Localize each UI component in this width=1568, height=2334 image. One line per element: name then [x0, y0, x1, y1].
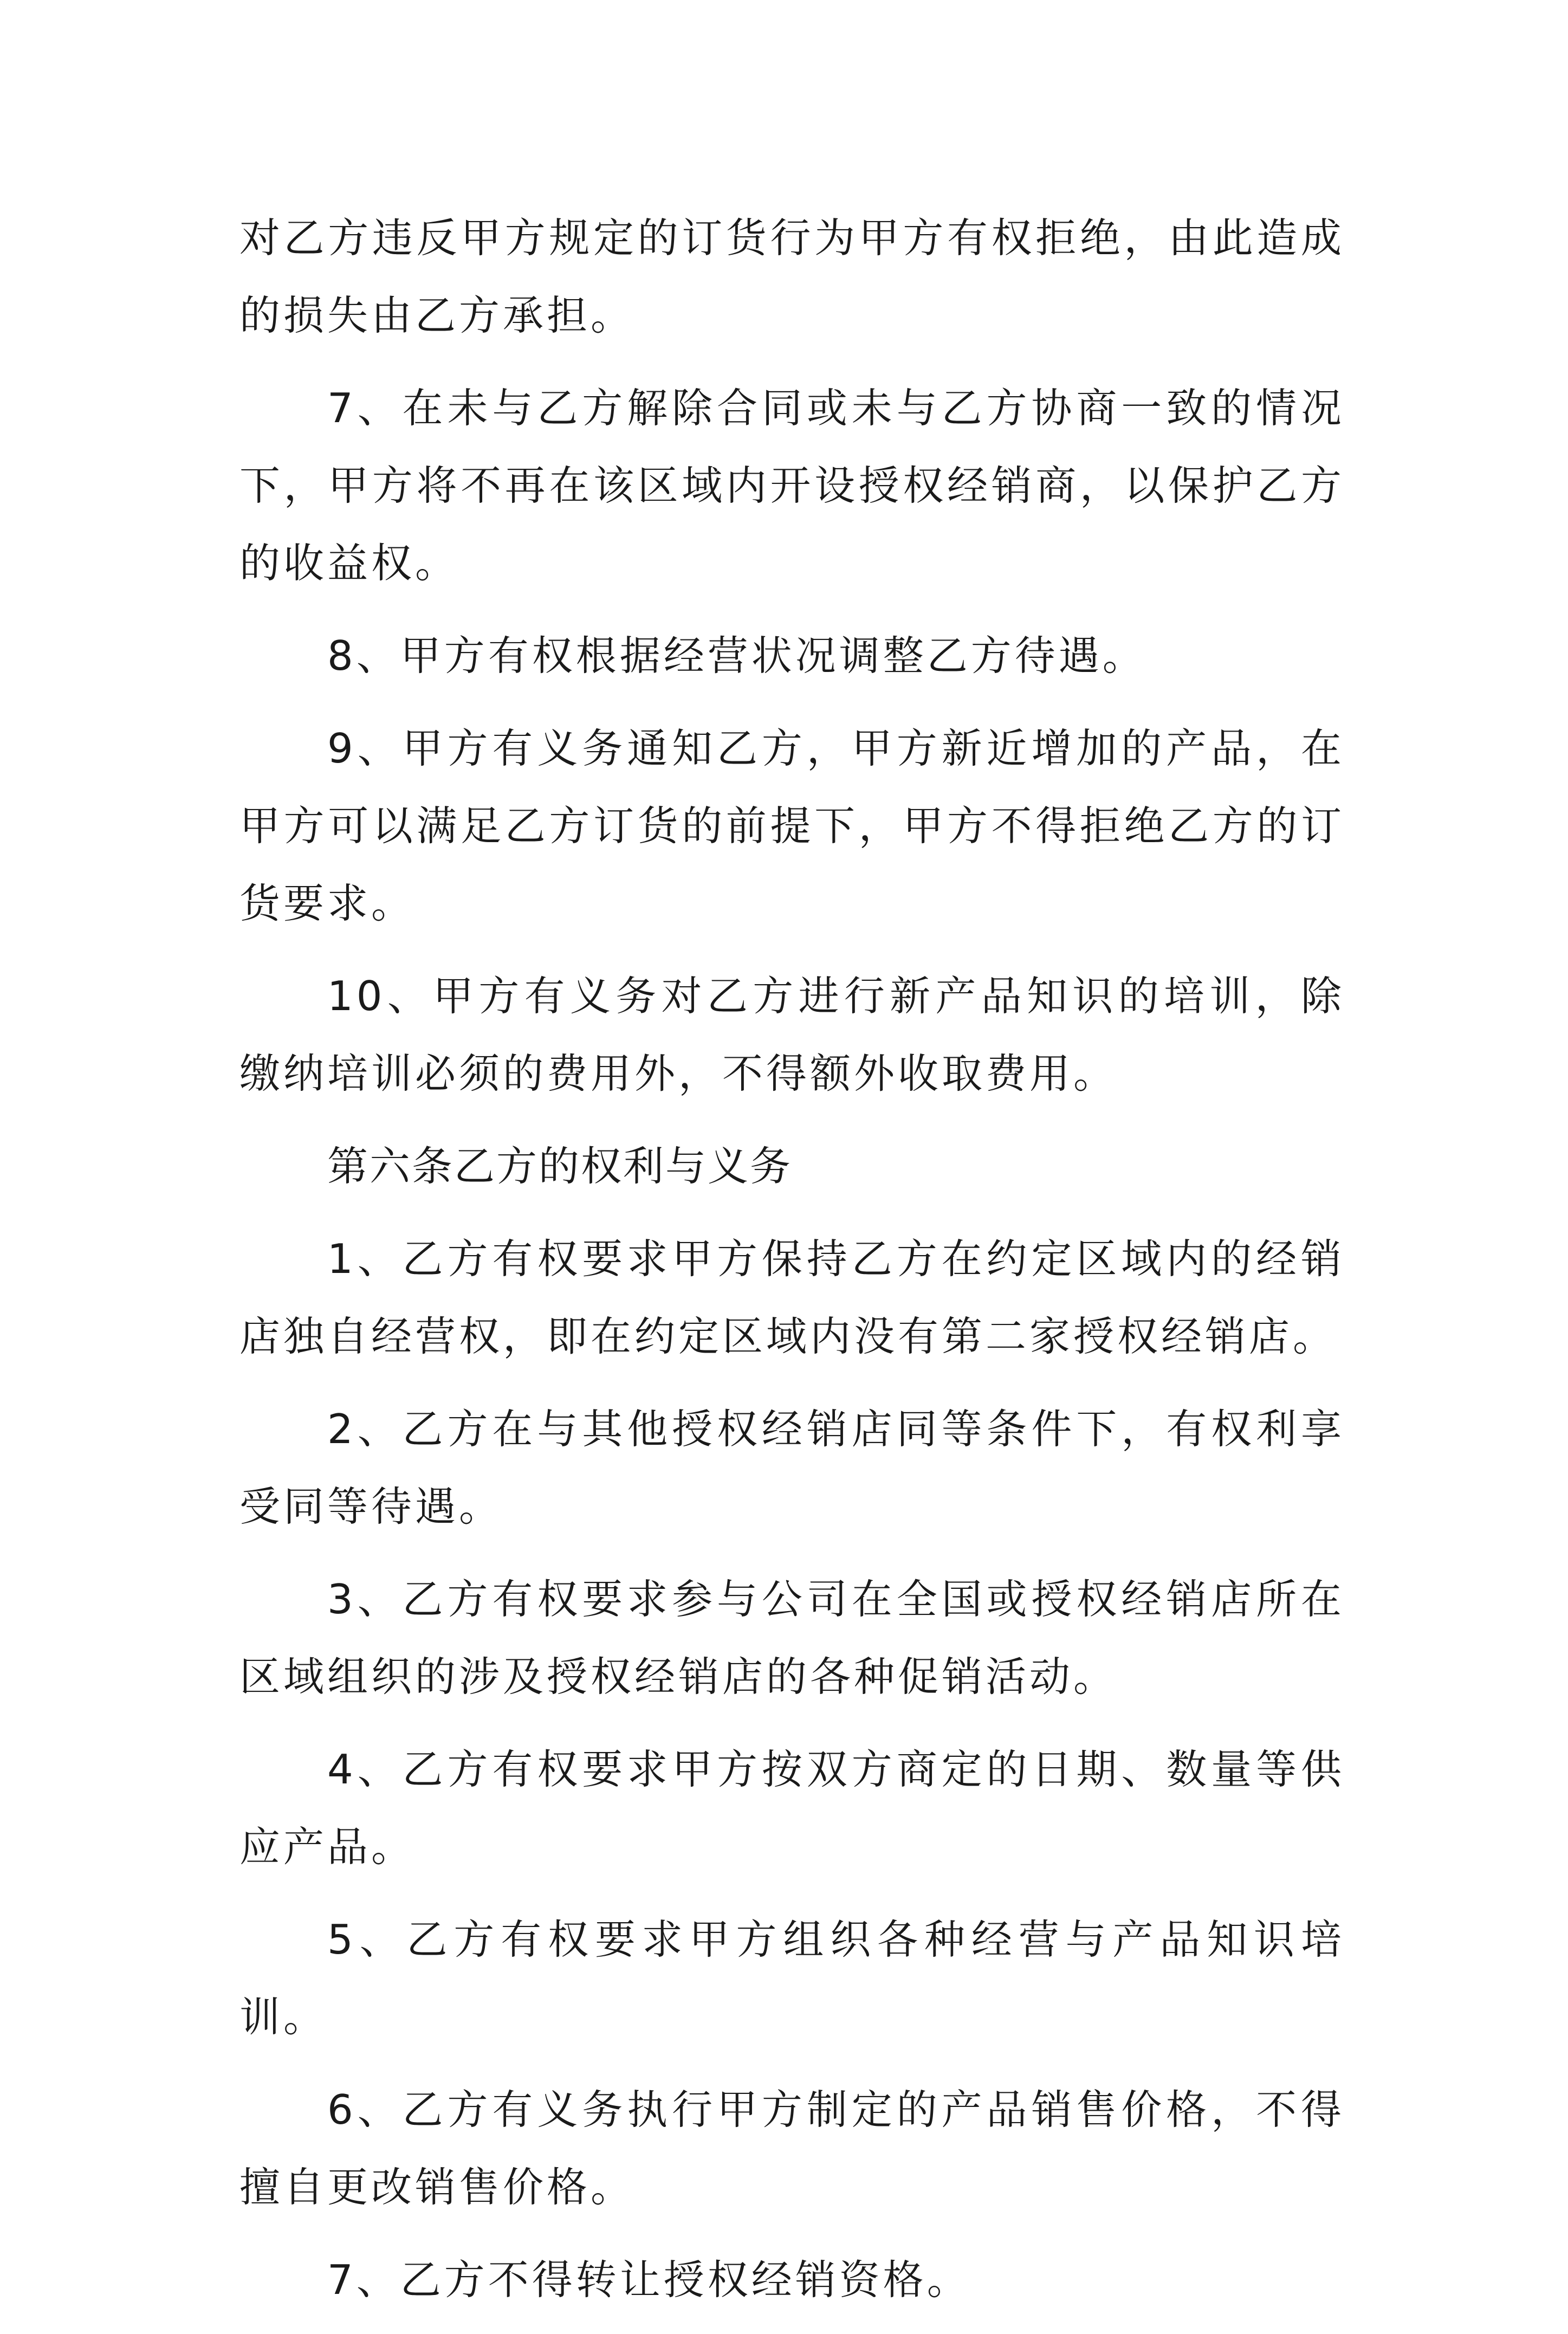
paragraph-party-a-item-9: 9、甲方有义务通知乙方，甲方新近增加的产品，在甲方可以满足乙方订货的前提下，甲方不得拒绝乙方的订货要求。 — [239, 725, 1345, 927]
paragraph-continuation: 对乙方违反甲方规定的订货行为甲方有权拒绝，由此造成的损失由乙方承担。 — [239, 214, 1345, 339]
paragraph-party-a-item-10: 10、甲方有义务对乙方进行新产品知识的培训，除缴纳培训必须的费用外，不得额外收取费用。 — [239, 972, 1345, 1097]
document-body — [239, 199, 1345, 2334]
paragraph-party-b-item-3: 3、乙方有权要求参与公司在全国或授权经销店所在区域组织的涉及授权经销店的各种促销活动。 — [239, 1575, 1345, 1701]
section-heading-article-6: 第六条乙方的权利与义务 — [327, 1142, 793, 1190]
paragraph-party-a-item-8: 8、甲方有权根据经营状况调整乙方待遇。 — [327, 632, 1146, 680]
paragraph-party-b-item-5: 5、乙方有权要求甲方组织各种经营与产品知识培训。 — [239, 1916, 1345, 2041]
paragraph-party-b-item-1: 1、乙方有权要求甲方保持乙方在约定区域内的经销店独自经营权，即在约定区域内没有第二家授权经销店。 — [239, 1235, 1345, 1360]
paragraph-party-a-item-7: 7、在未与乙方解除合同或未与乙方协商一致的情况下，甲方将不再在该区域内开设授权经销商，以保护乙方的收益权。 — [239, 384, 1345, 587]
paragraph-party-b-item-4: 4、乙方有权要求甲方按双方商定的日期、数量等供应产品。 — [239, 1745, 1345, 1871]
paragraph-party-b-item-7: 7、乙方不得转让授权经销资格。 — [327, 2256, 971, 2304]
paragraph-party-b-item-6: 6、乙方有义务执行甲方制定的产品销售价格，不得擅自更改销售价格。 — [239, 2086, 1345, 2211]
paragraph-party-b-item-2: 2、乙方在与其他授权经销店同等条件下，有权利享受同等待遇。 — [239, 1405, 1345, 1530]
